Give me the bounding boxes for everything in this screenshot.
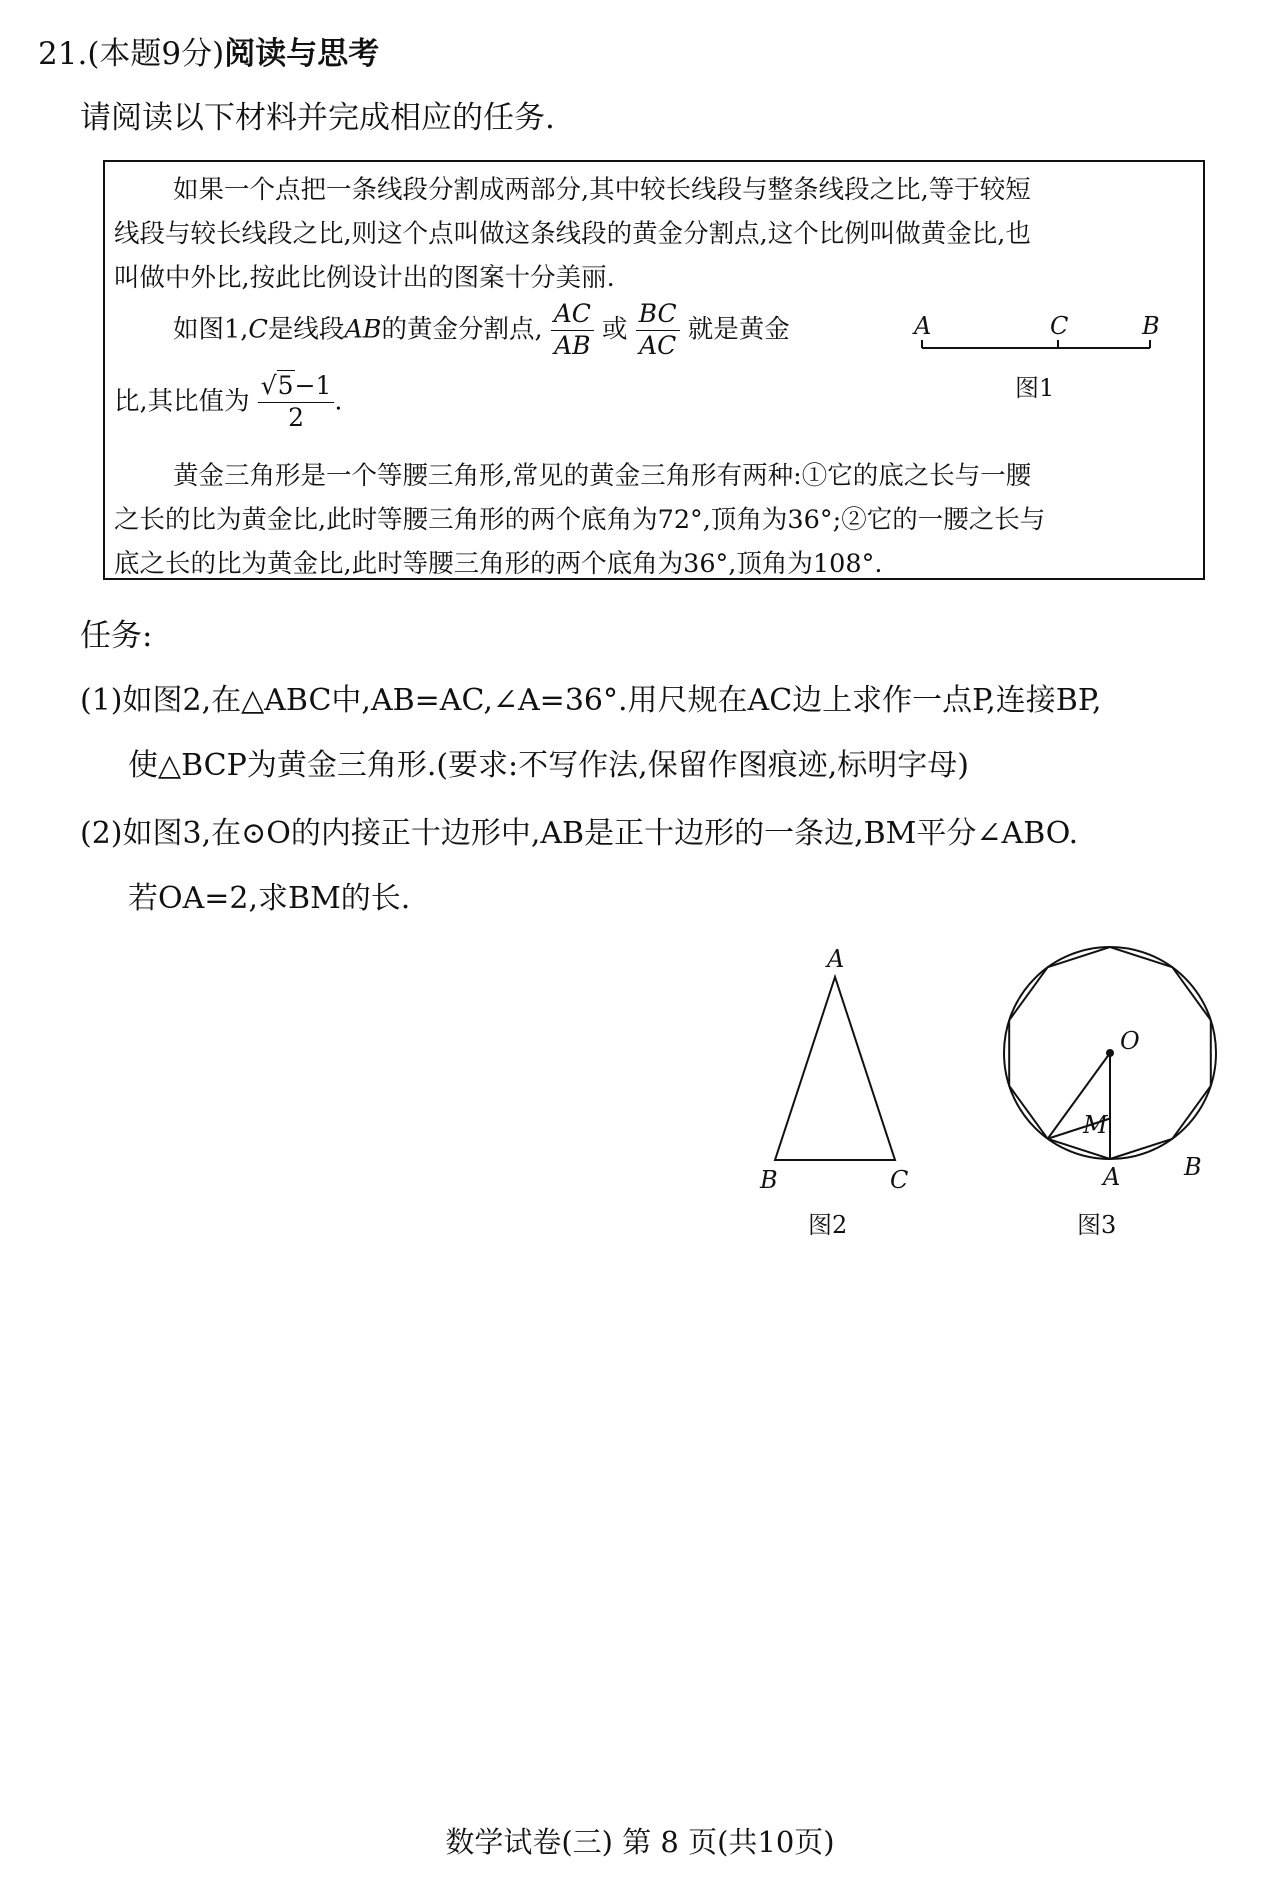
fig3-point-b: B xyxy=(1184,1153,1202,1181)
fig1-label: 图1 xyxy=(1015,374,1055,402)
question-title: 阅读与思考 xyxy=(224,36,380,72)
triangle-abc xyxy=(775,977,895,1160)
material-p1-line1: 如果一个点把一条线段分割成两部分,其中较长线段与整条线段之比,等于较短 xyxy=(173,175,1031,205)
material-p2-line1: 如图1,C是线段AB的黄金分割点, $\frac{AC}{AB}$ 或 $\frac{BC}{AC}$ 就是黄金 xyxy=(173,299,790,360)
question-number: 21. xyxy=(38,36,88,72)
question-points: (本题9分) xyxy=(87,36,225,72)
page-footer: 数学试卷(三) 第 8 页(共10页) xyxy=(445,1825,835,1859)
task2-line1: (2)如图3,在⊙O的内接正十边形中,AB是正十边形的一条边,BM平分∠ABO. xyxy=(80,816,1079,851)
fig3-label: 图3 xyxy=(1077,1211,1117,1239)
golden-ratio-fraction: $\frac{√5-1}{2}$ xyxy=(258,372,335,433)
center-point-o xyxy=(1106,1049,1114,1057)
material-p3-line2: 之长的比为黄金比,此时等腰三角形的两个底角为72°,顶角为36°;②它的一腰之长与 xyxy=(114,505,1046,535)
material-p3-line3: 底之长的比为黄金比,此时等腰三角形的两个底角为36°,顶角为108°. xyxy=(114,549,883,579)
fig2-point-a: A xyxy=(827,945,845,973)
task2-line2: 若OA=2,求BM的长. xyxy=(128,881,411,916)
fig1-point-c: C xyxy=(1050,312,1069,340)
material-p3-line1: 黄金三角形是一个等腰三角形,常见的黄金三角形有两种:①它的底之长与一腰 xyxy=(173,461,1032,491)
fraction-bc-ac: $\frac{BC}{AC}$ xyxy=(636,300,680,361)
fig3-point-a: A xyxy=(1103,1163,1121,1191)
fraction-ac-ab: $\frac{AC}{AB}$ xyxy=(551,300,594,361)
fig3-point-m: M xyxy=(1083,1111,1108,1139)
fig2-point-b: B xyxy=(760,1166,778,1194)
fig2-point-c: C xyxy=(890,1166,909,1194)
fig1-point-a: A xyxy=(914,312,932,340)
figure-3 xyxy=(990,935,1250,1195)
task1-line2: 使△BCP为黄金三角形.(要求:不写作法,保留作图痕迹,标明字母) xyxy=(128,748,969,783)
question-intro: 请阅读以下材料并完成相应的任务. xyxy=(80,100,555,136)
fig1-point-b: B xyxy=(1142,312,1160,340)
question-header xyxy=(38,28,379,73)
material-p1-line3: 叫做中外比,按此比例设计出的图案十分美丽. xyxy=(114,263,615,293)
task1-line1: (1)如图2,在△ABC中,AB=AC,∠A=36°.用尺规在AC边上求作一点P,连接BP, xyxy=(80,683,1102,718)
material-p2-line2: 比,其比值为 $\frac{√5-1}{2}$ . xyxy=(114,371,343,432)
figure-2 xyxy=(740,935,920,1195)
material-p1-line2: 线段与较长线段之比,则这个点叫做这条线段的黄金分割点,这个比例叫做黄金比,也 xyxy=(114,219,1031,249)
fig2-label: 图2 xyxy=(808,1211,848,1239)
fig3-point-o: O xyxy=(1120,1027,1140,1055)
tasks-heading: 任务: xyxy=(80,618,153,654)
